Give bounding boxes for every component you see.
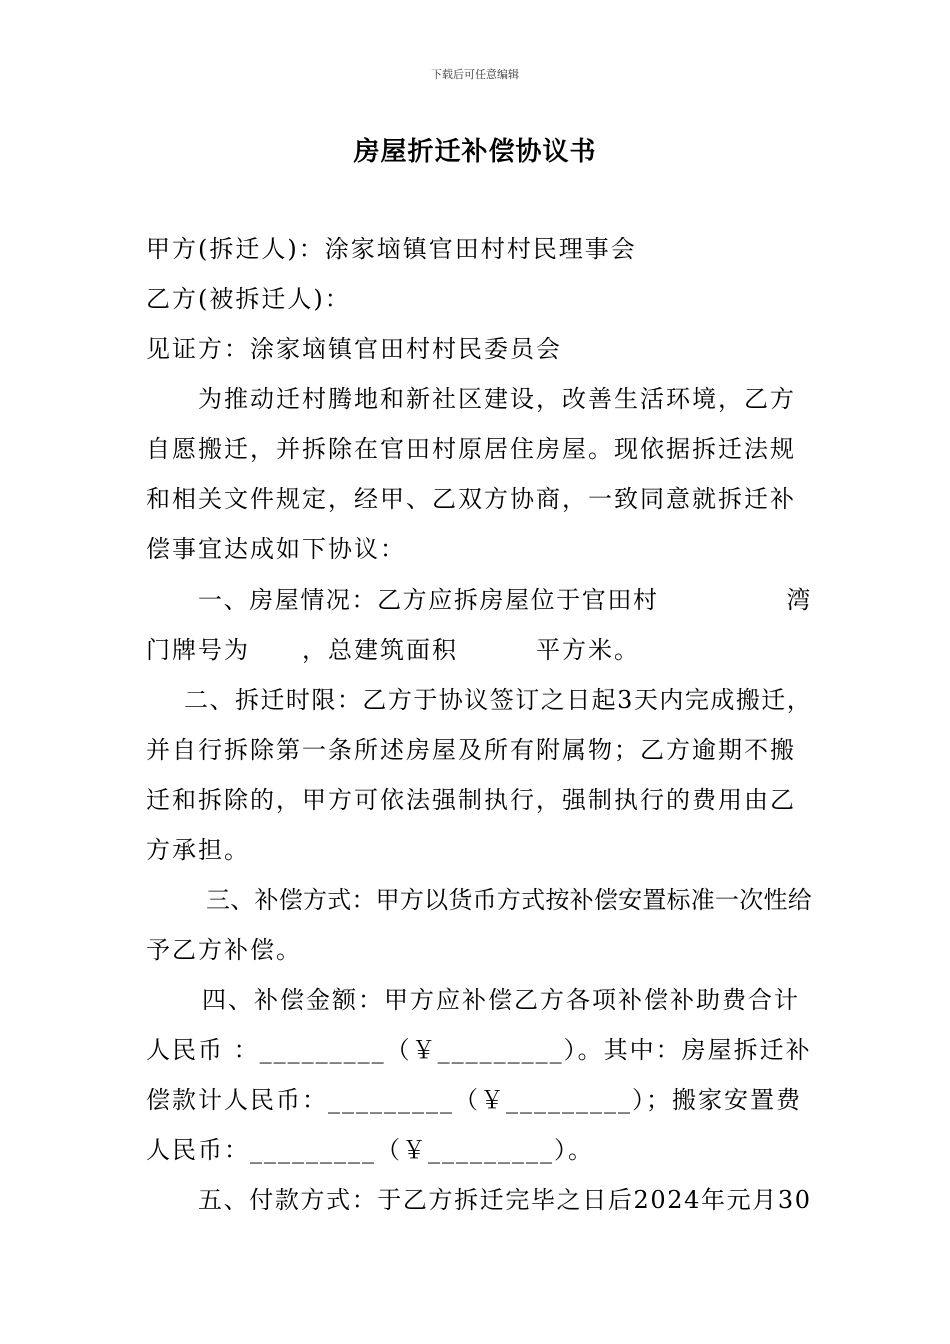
intro-line-4: 偿事宜达成如下协议： [146, 535, 406, 563]
clause3-line-2: 予乙方补偿。 [146, 936, 302, 964]
clause1-line-2: 门牌号为 ，总建筑面积 平方米。 [146, 636, 640, 664]
clause4-line-4: 人民币：_________（￥_________）。 [146, 1136, 594, 1164]
clause4-line-2: 人民币 ：_________（￥_________）。其中：房屋拆迁补 [146, 1036, 812, 1064]
intro-line-1: 为推动迁村腾地和新社区建设，改善生活环境，乙方 [198, 385, 796, 413]
witness-line: 见证方：涂家垴镇官田村村民委员会 [146, 335, 562, 363]
party-b-line: 乙方(被拆迁人)： [146, 285, 351, 313]
document-title: 房屋折迁补偿协议书 [353, 137, 597, 167]
clause2-line-3: 迁和拆除的，甲方可依法强制执行，强制执行的费用由乙 [146, 786, 796, 814]
clause1-line-1: 一、房屋情况：乙方应拆房屋位于官田村 湾 [198, 586, 812, 614]
intro-line-2: 自愿搬迁，并拆除在官田村原居住房屋。现依据拆迁法规 [146, 435, 796, 463]
intro-line-3: 和相关文件规定，经甲、乙双方协商，一致同意就拆迁补 [146, 485, 796, 513]
clause2-line-1: 二、拆迁时限：乙方于协议签订之日起3天内完成搬迁， [184, 686, 813, 714]
clause4-line-3: 偿款计人民币：_________（￥_________）；搬家安置费 [146, 1086, 802, 1114]
clause2-line-2: 并自行拆除第一条所述房屋及所有附属物；乙方逾期不搬 [146, 736, 796, 764]
clause4-line-1: 四、补偿金额：甲方应补偿乙方各项补偿补助费合计 [202, 986, 800, 1014]
header-note: 下载后可任意编辑 [431, 68, 519, 81]
clause3-line-1: 三、补偿方式：甲方以货币方式按补偿安置标准一次性给 [206, 886, 812, 914]
party-a-line: 甲方(拆迁人)：涂家垴镇官田村村民理事会 [146, 235, 637, 263]
clause5-line-1: 五、付款方式：于乙方拆迁完毕之日后2024年元月30 [198, 1186, 812, 1214]
clause2-line-4: 方承担。 [146, 836, 250, 864]
